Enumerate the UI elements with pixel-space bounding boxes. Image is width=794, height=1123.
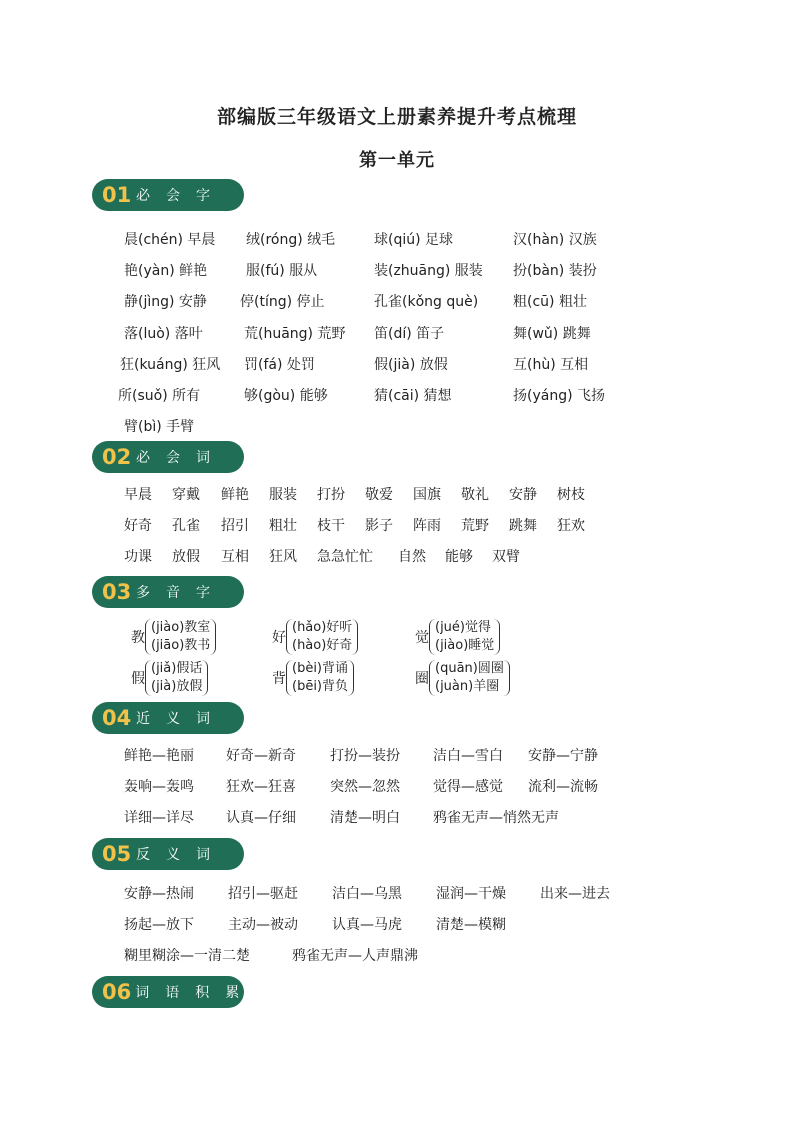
- section-label: 必会词: [136, 450, 226, 466]
- word-item: 孔雀: [172, 518, 200, 534]
- char-item: 绒(róng) 绒毛: [246, 232, 336, 248]
- polyphone-char: 教: [131, 630, 145, 646]
- char-item: 服(fú) 服从: [246, 263, 318, 279]
- word-item: 树枝: [557, 487, 585, 503]
- section-header-polyphones: [92, 576, 244, 608]
- polyphone-char: 背: [272, 671, 286, 687]
- synonym-pair: 鸦雀无声—悄然无声: [433, 810, 559, 826]
- word-item: 枝干: [317, 518, 345, 534]
- synonym-pair: 打扮—装扮: [330, 748, 400, 764]
- antonym-pair: 招引—驱赶: [228, 886, 298, 902]
- section-number: 03: [102, 580, 132, 604]
- section-header-synonyms: [92, 702, 244, 734]
- char-item: 互(hù) 互相: [513, 357, 589, 373]
- word-item: 互相: [221, 549, 249, 565]
- char-item: 狂(kuáng) 狂风: [120, 357, 221, 373]
- word-item: 急急忙忙: [317, 549, 373, 565]
- polyphone-reading: (jià)放假: [151, 679, 203, 694]
- word-item: 服装: [269, 487, 297, 503]
- char-item: 罚(fá) 处罚: [244, 357, 315, 373]
- antonym-pair: 洁白—乌黑: [332, 886, 402, 902]
- polyphone-group: [415, 619, 500, 655]
- polyphone-group: [272, 660, 354, 696]
- polyphone-reading: (jiǎ)假话: [151, 661, 203, 676]
- char-item: 臂(bì) 手臂: [124, 419, 195, 435]
- char-item: 所(suǒ) 所有: [118, 388, 201, 404]
- char-item: 艳(yàn) 鲜艳: [124, 263, 208, 279]
- word-item: 敬爱: [365, 487, 393, 503]
- polyphone-readings: [286, 660, 354, 696]
- polyphone-group: [272, 619, 358, 655]
- polyphone-char: 假: [131, 671, 145, 687]
- polyphone-reading: (quān)圆圈: [435, 661, 504, 676]
- synonym-pair: 鲜艳—艳丽: [124, 748, 194, 764]
- page-title: 部编版三年级语文上册素养提升考点梳理: [216, 106, 577, 128]
- antonym-pair: 扬起—放下: [124, 917, 194, 933]
- word-item: 打扮: [317, 487, 345, 503]
- synonym-pair: 好奇—新奇: [226, 748, 296, 764]
- word-item: 双臂: [492, 549, 520, 565]
- polyphone-readings: [145, 619, 216, 655]
- word-item: 粗壮: [269, 518, 297, 534]
- section-header-word-accumulation: [92, 976, 256, 1008]
- polyphone-reading: (hào)好奇: [292, 638, 353, 653]
- polyphone-char: 觉: [415, 630, 429, 646]
- char-item: 粗(cū) 粗壮: [513, 294, 587, 310]
- antonym-pair: 糊里糊涂—一清二楚: [124, 948, 250, 964]
- word-item: 安静: [509, 487, 537, 503]
- polyphone-readings: [429, 619, 500, 655]
- synonym-pair: 认真—仔细: [226, 810, 296, 826]
- synonym-pair: 清楚—明白: [330, 810, 400, 826]
- polyphone-reading: (jiào)睡觉: [435, 638, 495, 653]
- polyphone-reading: (jiāo)教书: [151, 638, 211, 653]
- section-number: 05: [102, 842, 132, 866]
- synonym-pair: 突然—忽然: [330, 779, 400, 795]
- section-label: 多音字: [136, 585, 226, 601]
- section-label: 必会字: [136, 188, 226, 204]
- polyphone-reading: (bēi)背负: [292, 679, 349, 694]
- antonym-pair: 安静—热闹: [124, 886, 194, 902]
- antonym-pair: 主动—被动: [228, 917, 298, 933]
- word-item: 自然: [398, 549, 426, 565]
- word-item: 早晨: [124, 487, 152, 503]
- word-item: 鲜艳: [221, 487, 249, 503]
- section-header-must-know-words: [92, 441, 244, 473]
- char-item: 汉(hàn) 汉族: [513, 232, 597, 248]
- synonym-pair: 觉得—感觉: [433, 779, 503, 795]
- antonym-pair: 清楚—模糊: [436, 917, 506, 933]
- section-label: 词语积累: [135, 985, 256, 1001]
- antonym-pair: 鸦雀无声—人声鼎沸: [292, 948, 418, 964]
- polyphone-group: [131, 660, 208, 696]
- antonym-pair: 湿润—干燥: [436, 886, 506, 902]
- synonym-pair: 狂欢—狂喜: [226, 779, 296, 795]
- char-item: 晨(chén) 早晨: [124, 232, 216, 248]
- word-item: 能够: [445, 549, 473, 565]
- polyphone-readings: [286, 619, 358, 655]
- word-item: 国旗: [413, 487, 441, 503]
- section-number: 02: [102, 445, 132, 469]
- polyphone-group: [415, 660, 510, 696]
- unit-title: 第一单元: [359, 150, 435, 171]
- synonym-pair: 轰响—轰鸣: [124, 779, 194, 795]
- word-item: 狂欢: [557, 518, 585, 534]
- char-item: 静(jìng) 安静: [124, 294, 207, 310]
- word-item: 好奇: [124, 518, 152, 534]
- char-item: 假(jià) 放假: [374, 357, 448, 373]
- section-number: 04: [102, 706, 132, 730]
- antonym-pair: 出来—进去: [540, 886, 610, 902]
- char-item: 扬(yáng) 飞扬: [513, 388, 605, 404]
- section-header-antonyms: [92, 838, 244, 870]
- char-item: 荒(huāng) 荒野: [244, 326, 346, 342]
- polyphone-readings: [429, 660, 510, 696]
- synonym-pair: 详细—详尽: [124, 810, 194, 826]
- word-item: 荒野: [461, 518, 489, 534]
- polyphone-reading: (jiào)教室: [151, 620, 211, 635]
- word-item: 敬礼: [461, 487, 489, 503]
- section-number: 06: [102, 980, 132, 1004]
- section-label: 近义词: [136, 711, 226, 727]
- word-item: 跳舞: [509, 518, 537, 534]
- word-item: 功课: [124, 549, 152, 565]
- char-item: 孔雀(kǒng què): [374, 294, 479, 310]
- antonym-pair: 认真—马虎: [332, 917, 402, 933]
- word-item: 阵雨: [413, 518, 441, 534]
- char-item: 停(tíng) 停止: [240, 294, 325, 310]
- section-number: 01: [102, 183, 132, 207]
- word-item: 招引: [221, 518, 249, 534]
- synonym-pair: 安静—宁静: [528, 748, 598, 764]
- synonym-pair: 流利—流畅: [528, 779, 598, 795]
- char-item: 扮(bàn) 装扮: [513, 263, 597, 279]
- word-item: 狂风: [269, 549, 297, 565]
- polyphone-reading: (juàn)羊圈: [435, 679, 500, 694]
- char-item: 装(zhuāng) 服装: [374, 263, 483, 279]
- char-item: 舞(wǔ) 跳舞: [513, 326, 591, 342]
- char-item: 球(qiú) 足球: [374, 232, 454, 248]
- polyphone-char: 好: [272, 630, 286, 646]
- polyphone-reading: (jué)觉得: [435, 620, 491, 635]
- section-label: 反义词: [136, 847, 226, 863]
- polyphone-reading: (bèi)背诵: [292, 661, 349, 676]
- polyphone-char: 圈: [415, 671, 429, 687]
- polyphone-readings: [145, 660, 208, 696]
- section-header-must-know-chars: [92, 179, 244, 211]
- polyphone-group: [131, 619, 216, 655]
- word-item: 放假: [172, 549, 200, 565]
- char-item: 够(gòu) 能够: [244, 388, 328, 404]
- char-item: 猜(cāi) 猜想: [374, 388, 452, 404]
- synonym-pair: 洁白—雪白: [433, 748, 503, 764]
- word-item: 穿戴: [172, 487, 200, 503]
- polyphone-reading: (hǎo)好听: [292, 620, 353, 635]
- word-item: 影子: [365, 518, 393, 534]
- char-item: 笛(dí) 笛子: [374, 326, 445, 342]
- char-item: 落(luò) 落叶: [124, 326, 203, 342]
